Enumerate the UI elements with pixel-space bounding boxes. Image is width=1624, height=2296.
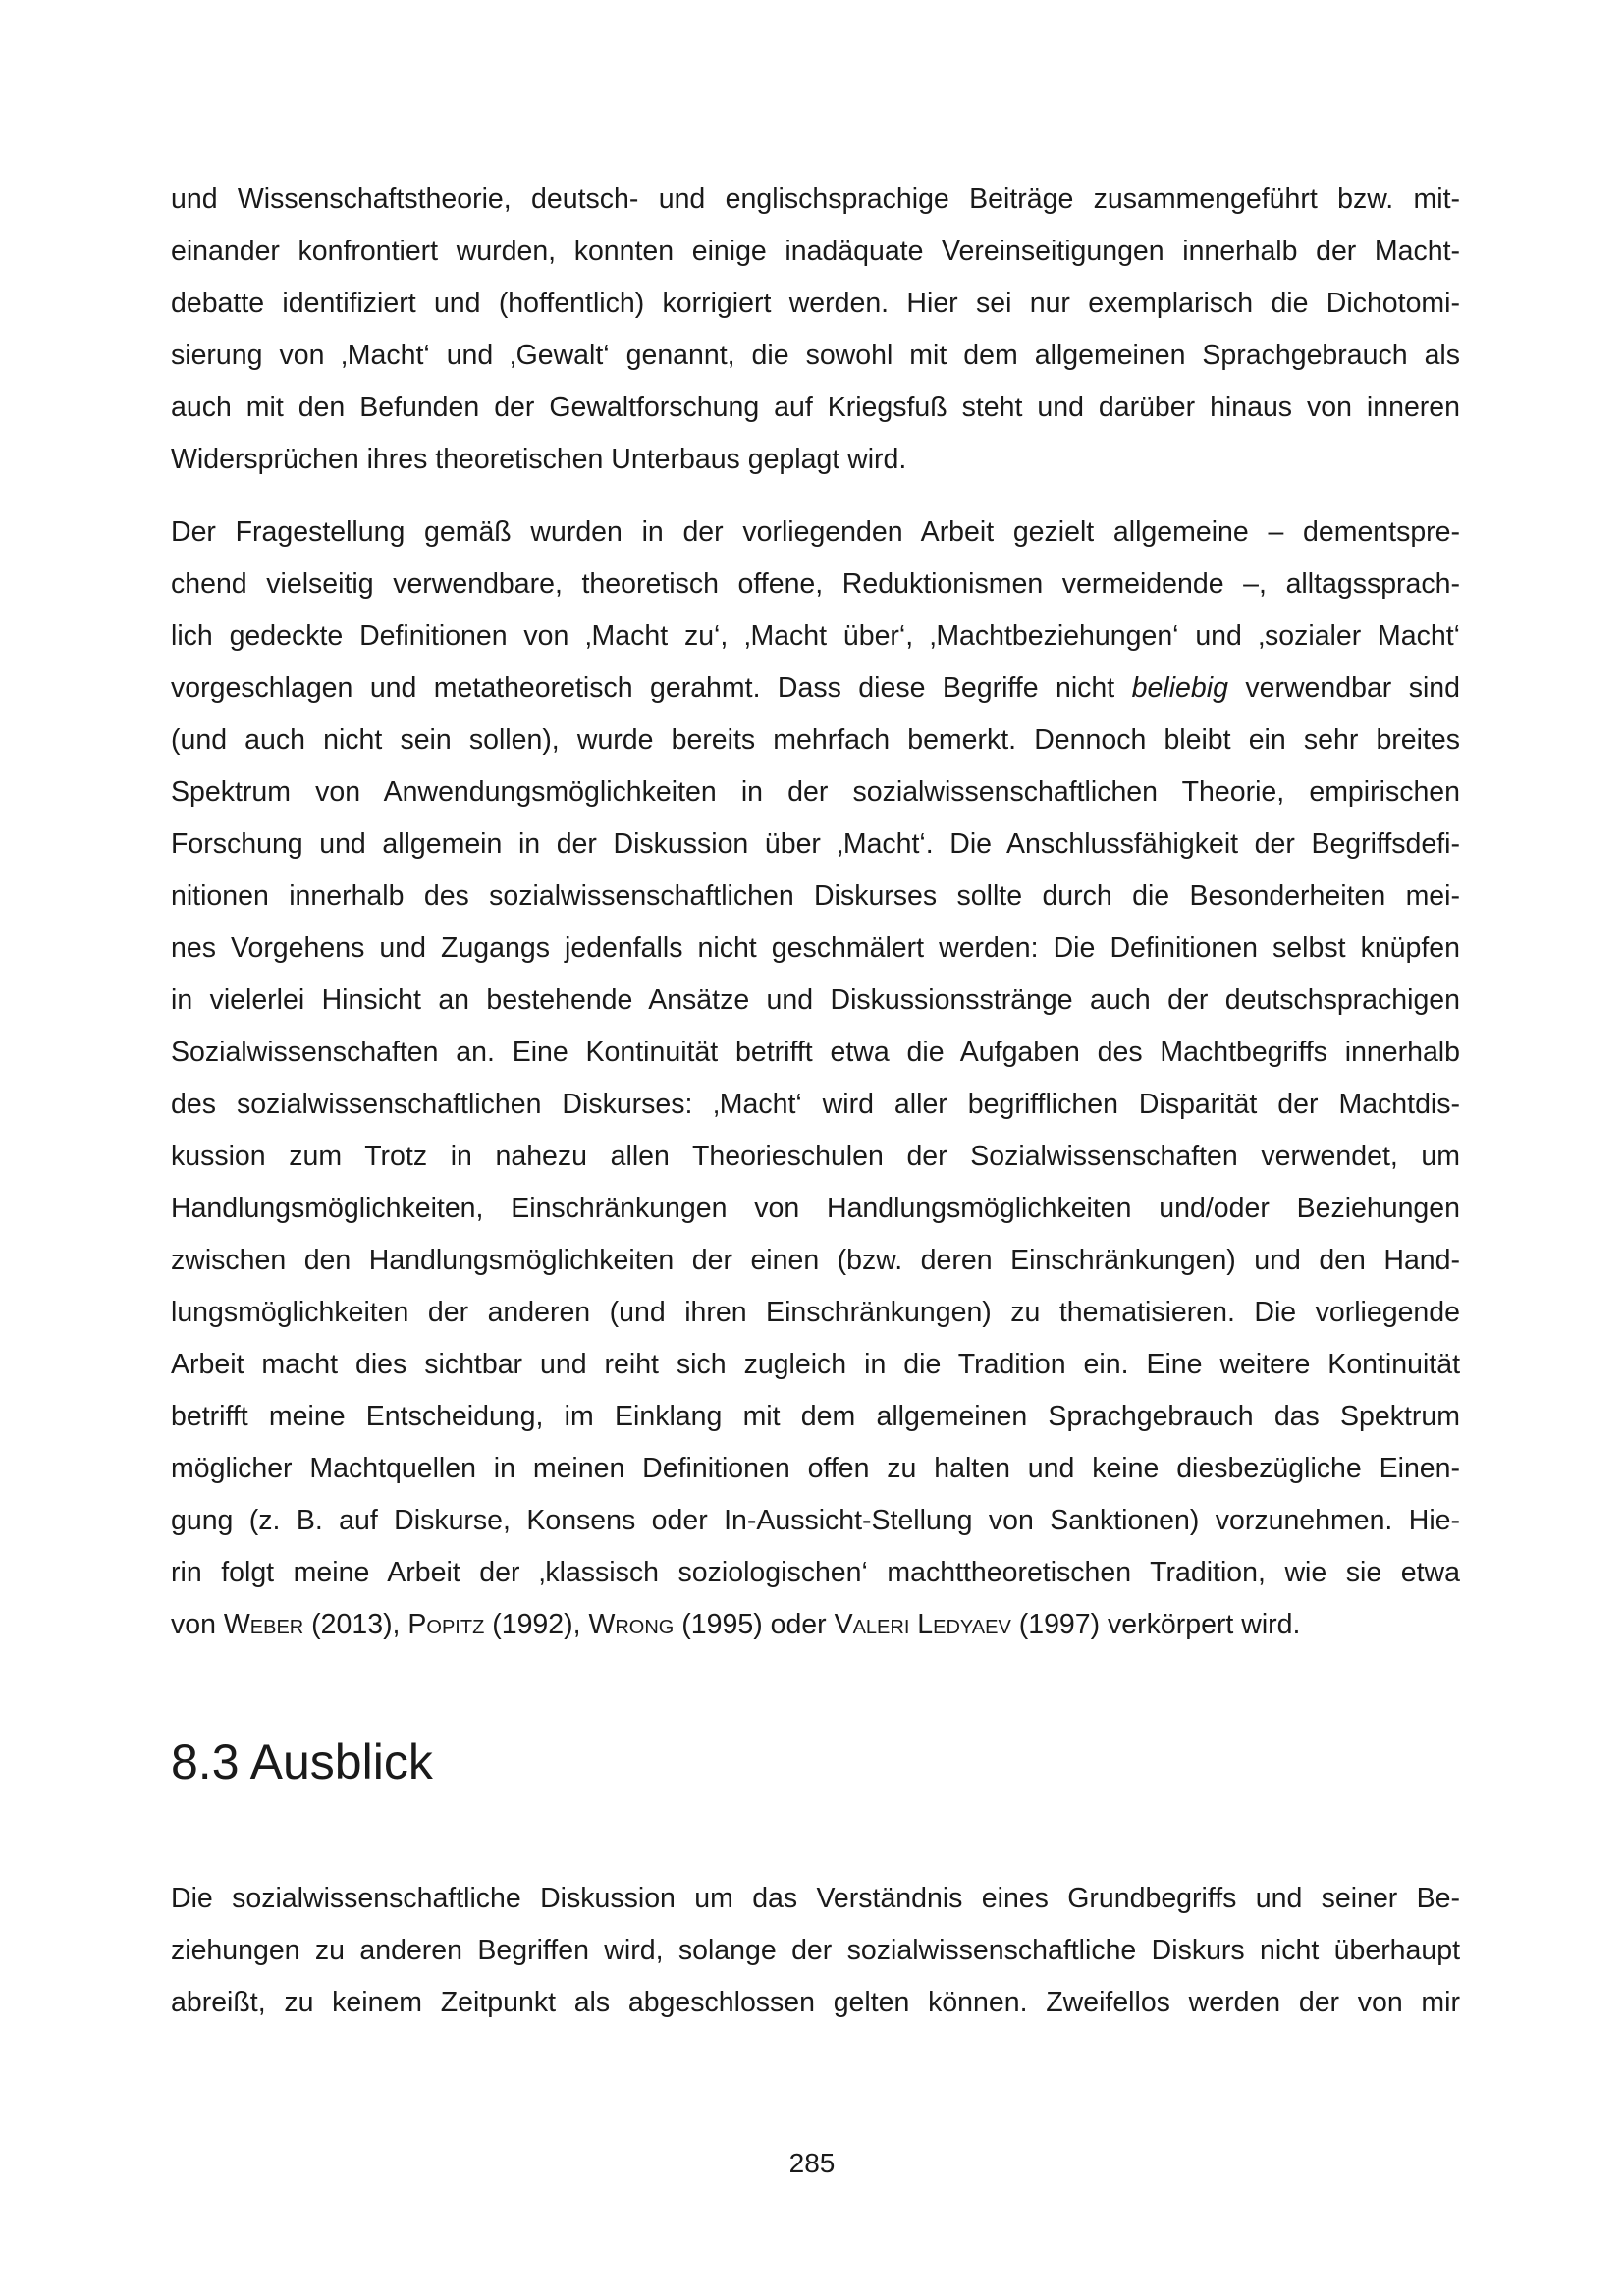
text-line: in vielerlei Hinsicht an bestehende Ansätze und Diskussionsstränge auch der deutschsprachigen [171,985,1460,1016]
text-line: sierung von ‚Macht‘ und ‚Gewalt‘ genannt, die sowohl mit dem allgemeinen Sprachgebrauch als [171,340,1460,371]
author-name: Weber [223,1609,304,1640]
text-line: des sozialwissenschaftlichen Diskurses: ‚Macht‘ wird aller begrifflichen Disparität der Machtdis- [171,1089,1460,1120]
text-segment: verwendbar sind [1245,672,1461,704]
text-line: debatte identifiziert und (hoffentlich) korrigiert werden. Hier sei nur exemplarisch die Dichotomi- [171,288,1460,319]
text-line: Spektrum von Anwendungsmöglichkeiten in der sozialwissenschaftlichen Theorie, empirischen [171,776,1460,808]
text-line: nitionen innerhalb des sozialwissenschaftlichen Diskurses sollte durch die Besonderheiten mei- [171,881,1460,912]
text-line: Sozialwissenschaften an. Eine Kontinuität betrifft etwa die Aufgaben des Machtbegriffs innerhalb [171,1037,1460,1068]
text-line: Arbeit macht dies sichtbar und reiht sich zugleich in die Tradition ein. Eine weitere Kontinuität [171,1349,1460,1380]
paragraph-2 [171,507,1460,1651]
text-line: (und auch nicht sein sollen), wurde bereits mehrfach bemerkt. Dennoch bleibt ein sehr breites [171,724,1460,756]
paragraph-3 [171,1873,1460,2029]
text-line-with-emphasis [171,663,1460,715]
citation-year: (2013), [311,1609,401,1640]
emphasis-text: beliebig [1131,672,1228,704]
text-line: kussion zum Trotz in nahezu allen Theorieschulen der Sozialwissenschaften verwendet, um [171,1141,1460,1172]
text-line: nes Vorgehens und Zugangs jedenfalls nicht geschmälert werden: Die Definitionen selbst knüpfen [171,933,1460,964]
text-line: chend vielseitig verwendbare, theoretisch offene, Reduktionismen vermeidende –, alltagssprach- [171,568,1460,600]
text-line: und Wissenschaftstheorie, deutsch- und englischsprachige Beiträge zusammengeführt bzw. mit- [171,184,1460,215]
citation-line [171,1599,1460,1651]
citation-year: (1995) oder [681,1609,827,1640]
text-line: einander konfrontiert wurden, konnten einige inadäquate Vereinseitigungen innerhalb der Macht- [171,236,1460,267]
section-heading: 8.3 Ausblick [171,1735,433,1789]
text-segment: von [171,1609,216,1640]
citation-year: (1992), [492,1609,581,1640]
text-line: abreißt, zu keinem Zeitpunkt als abgeschlossen gelten können. Zweifellos werden der von mir [171,1987,1460,2018]
text-line: lich gedeckte Definitionen von ‚Macht zu‘, ‚Macht über‘, ‚Machtbeziehungen‘ und ‚sozialer Macht‘ [171,620,1460,652]
text-line: betrifft meine Entscheidung, im Einklang mit dem allgemeinen Sprachgebrauch das Spektrum [171,1401,1460,1432]
text-line: Die sozialwissenschaftliche Diskussion um das Verständnis eines Grundbegriffs und seiner Be- [171,1883,1460,1914]
text-line: Widersprüchen ihres theoretischen Unterbaus geplagt wird. [171,444,907,475]
text-line: gung (z. B. auf Diskurse, Konsens oder In-Aussicht-Stellung von Sanktionen) vorzunehmen. Hie- [171,1505,1460,1536]
page-number: 285 [788,2148,836,2178]
text-line: zwischen den Handlungsmöglichkeiten der einen (bzw. deren Einschränkungen) und den Hand- [171,1245,1460,1276]
text-line: lungsmöglichkeiten der anderen (und ihren Einschränkungen) zu thematisieren. Die vorliegende [171,1297,1460,1328]
paragraph-1 [171,174,1460,486]
text-line: möglicher Machtquellen in meinen Definitionen offen zu halten und keine diesbezügliche Einen- [171,1453,1460,1484]
author-name: Valeri Ledyaev [834,1609,1011,1640]
text-line: rin folgt meine Arbeit der ‚klassisch soziologischen‘ machttheoretischen Tradition, wie sie etwa [171,1557,1460,1588]
citation-year: (1997) verkörpert wird. [1018,1609,1301,1640]
text-segment: vorgeschlagen und metatheoretisch gerahmt. Dass diese Begriffe nicht [171,672,1115,704]
text-line: Der Fragestellung gemäß wurden in der vorliegenden Arbeit gezielt allgemeine – dementspre- [171,516,1460,548]
text-line: ziehungen zu anderen Begriffen wird, solange der sozialwissenschaftliche Diskurs nicht überhaupt [171,1935,1460,1966]
text-line: Forschung und allgemein in der Diskussion über ‚Macht‘. Die Anschlussfähigkeit der Begriffsdefi- [171,828,1460,860]
author-name: Popitz [407,1609,485,1640]
author-name: Wrong [588,1609,675,1640]
text-line: Handlungsmöglichkeiten, Einschränkungen von Handlungsmöglichkeiten und/oder Beziehungen [171,1193,1460,1224]
text-line: auch mit den Befunden der Gewaltforschung auf Kriegsfuß steht und darüber hinaus von inneren [171,392,1460,423]
